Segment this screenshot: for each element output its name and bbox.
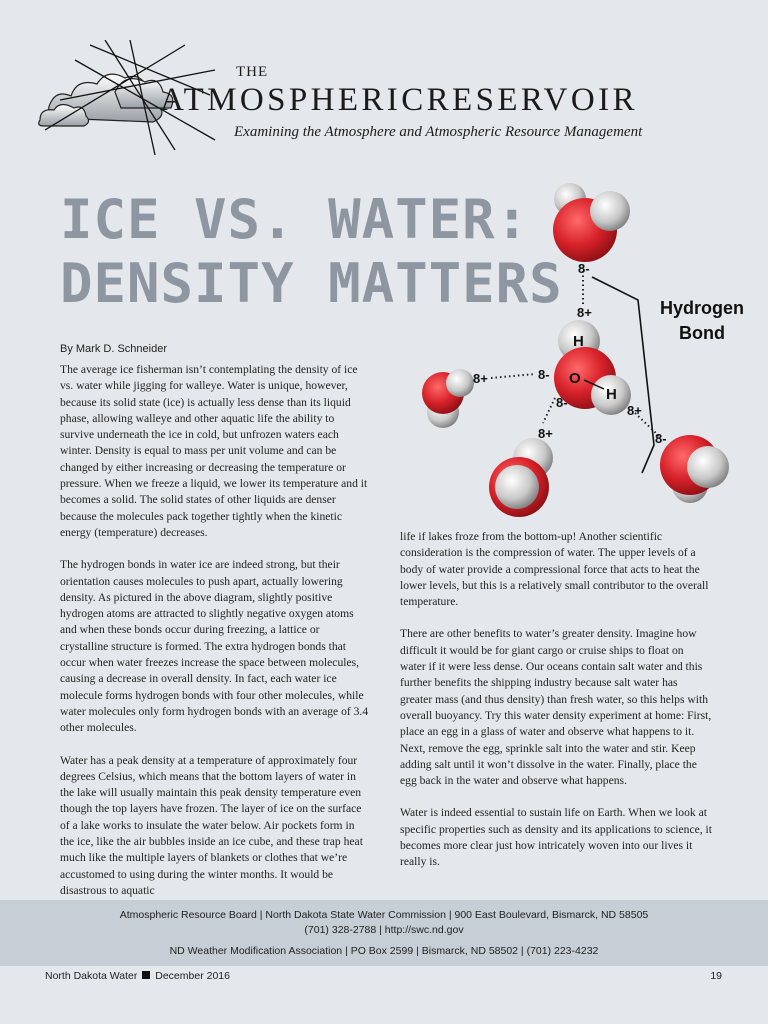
issue-date: December 2016 (155, 970, 230, 982)
article-column-right (400, 529, 712, 887)
paragraph: Water has a peak density at a temperature of approximately four degrees Celsius, which means that the bottom layers of water in the lake will usually maintain this peak density temperature even though the top layers have frozen. The layer of ice on the surface of a lake works to insulate the water below. Air pockets form in the ice, like the air bubbles inside an ice cube, and these trap heat much like the multiple layers of blankets or clothes that we’re accustomed to using during the winter months. It would be disastrous to aquatic (60, 753, 363, 897)
masthead-name: ATMOSPHERICRESERVOIR (160, 82, 638, 118)
article-column-left (60, 362, 370, 915)
hydrogen-bond-label-line-1: Hydrogen (659, 298, 745, 318)
contact-footer (0, 900, 768, 966)
atom-h-label-top: H (573, 333, 584, 350)
paragraph: There are other benefits to water’s greater density. Imagine how difficult it would be for giant cargo or cruise ships to float on water if it were less dense. Our oceans contain salt water and this further benefits the shipping industry because salt water has greater mass (and thus density) than fresh water, so this helps with overall buoyancy. Try this water density experiment at home: First, place an egg in a glass of water and observe what happens to it. Next, remove the egg, sprinkle salt into the water and stir. Keep adding salt until it won’t dissolve in the water. Finally, place the egg back in the water and observe what happens. (400, 627, 712, 788)
paragraph: The hydrogen bonds in water ice are indeed strong, but their orientation causes molecules to push apart, actually lowering density. As pictured in the above diagram, slightly positive hydrogen atoms are attracted to slightly negative oxygen atoms and when these bonds occur during freezing, a lattice or crystalline structure is formed. The extra hydrogen bonds that occur when water freezes increase the space between molecules, causing a decrease in overall density. In fact, each water ice molecule forms hydrogen bonds with four other molecules, while water molecules only form hydrogen bonds with an average of 3.4 other molecules. (60, 558, 369, 735)
footer-line-1: Atmospheric Resource Board | North Dakota State Water Commission | 900 East Boulevard, Bismarck, ND 58505 (119, 909, 649, 921)
title-line-1: ICE VS. WATER: (60, 188, 530, 251)
charge-pos-top: 8+ (577, 305, 592, 320)
title-line-2: DENSITY MATTERS (60, 252, 563, 315)
square-bullet-icon (142, 971, 150, 979)
hydrogen-bond-diagram (405, 175, 755, 520)
charge-neg-left: 8- (538, 367, 550, 382)
publication-name: North Dakota Water (45, 970, 138, 982)
atom-h-label-right: H (606, 386, 617, 403)
charge-neg-right: 8- (655, 431, 667, 446)
footer-line-3: ND Weather Modification Association | PO Box 2599 | Bismarck, ND 58502 | (701) 223-4232 (169, 945, 599, 957)
paragraph: life if lakes froze from the bottom-up! Another scientific consideration is the compression of water. The upper levels of a body of water provide a compressional force that acts to heat the lower levels, but this is a relatively small contributor to the overall temperature. (400, 530, 709, 609)
paragraph: The average ice fisherman isn’t contemplating the density of ice vs. water while jigging for walleye. Water is unique, however, because its solid state (ice) is actually less dense than its liquid phase, allowing walleye and other aquatic life the ability to survive underneath the ice in cold, but unfrozen waters each winter. Density is equal to mass per unit volume and can be changed by either increasing or decreasing the temperature or pressure. When we freeze a liquid, we lower its temperature and it becomes a solid. The solid states of other liquids are denser because the molecules pack together tightly when the kinetic energy (temperature) decreases. (60, 363, 368, 539)
masthead-subtitle: Examining the Atmosphere and Atmospheric Resource Management (234, 124, 643, 140)
page-number: 19 (710, 970, 722, 982)
hydrogen-bond-label-line-2: Bond (679, 323, 725, 343)
charge-pos-right: 8+ (627, 403, 642, 418)
masthead-the: THE (236, 64, 269, 80)
byline: By Mark D. Schneider (60, 343, 167, 355)
charge-pos-left: 8+ (473, 371, 488, 386)
footer-line-2: (701) 328-2788 | http://swc.nd.gov (304, 924, 464, 936)
charge-neg-top: 8- (578, 261, 590, 276)
atom-o-label: O (569, 370, 581, 387)
paragraph: Water is indeed essential to sustain life on Earth. When we look at specific properties such as density and its applications to science, it becomes more clear just how intricately woven into our lives it really is. (400, 806, 712, 869)
charge-neg-bottom: 8- (556, 395, 568, 410)
publication-footer (45, 970, 230, 982)
charge-pos-bottom: 8+ (538, 426, 553, 441)
